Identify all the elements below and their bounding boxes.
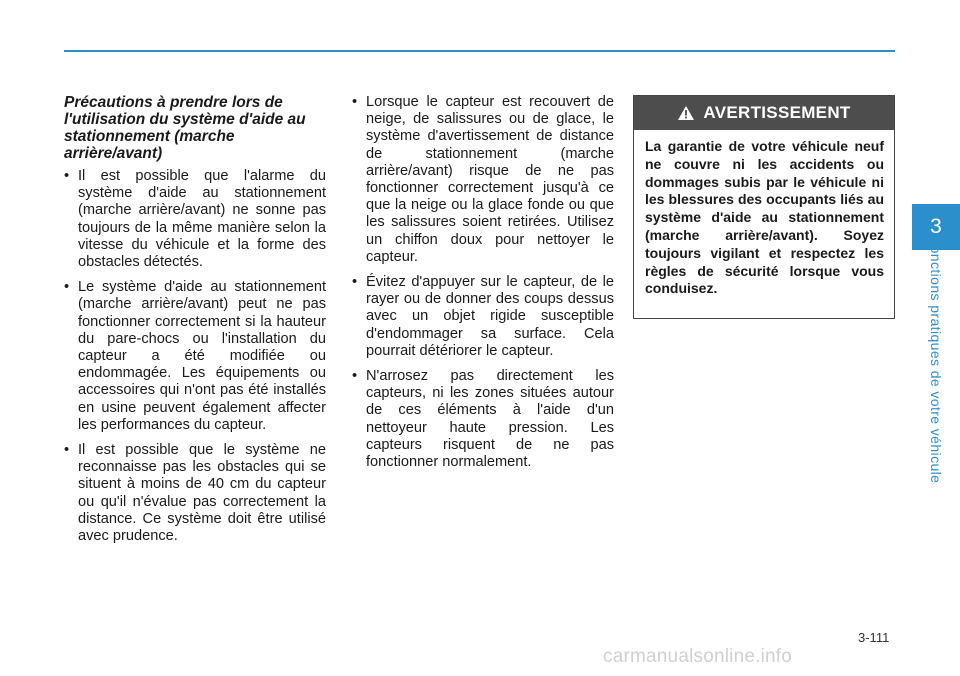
warning-text: La garantie de votre véhicule neuf ne couvre ni les accidents ou dommages subis par le véhicule ni les blessures des occupants liés au système d'aide au stationnement (marche arrière/avant). Soyez toujours vigilant et respectez les règles de sécurité lorsque vous conduisez. [645, 138, 884, 297]
chapter-number: 3 [930, 215, 942, 238]
top-rule [64, 50, 895, 52]
warning-box [633, 95, 895, 319]
warning-triangle-icon [677, 105, 695, 121]
page-number: 3-111 [858, 630, 890, 645]
watermark[interactable]: carmanualsonline.info [603, 646, 793, 667]
list-item: • Évitez d'appuyer sur le capteur, de le rayer ou de donner des coups dessus avec un objet rigide susceptible d'endommager sa surface. Cela pourrait détériorer le capteur. [352, 274, 614, 360]
left-column [64, 94, 326, 553]
list-item: • Le système d'aide au stationnement (marche arrière/avant) peut ne pas fonctionner correctement si la hauteur du pare-chocs ou l'installation du capteur a été modifiée ou endommagée. Les équipements ou accessoires qui n'ont pas été installés en usine peuvent également affecter les performances du capteur. [64, 279, 326, 434]
middle-bullet-list [352, 94, 614, 471]
warning-title: AVERTISSEMENT [703, 103, 851, 122]
left-bullet-list [64, 168, 326, 545]
list-item: • Il est possible que le système ne reconnaisse pas les obstacles qui se situent à moins de 40 cm du capteur ou qu'il n'évalue pas correctement la distance. Ce système doit être utilisé avec prudence. [64, 442, 326, 545]
warning-header [634, 96, 894, 130]
middle-column [352, 94, 614, 479]
chapter-title: Fonctions pratiques de votre véhicule [928, 236, 944, 484]
list-item: • Lorsque le capteur est recouvert de neige, de salissures ou de glace, le système d'avertissement de distance de stationnement (marche arrière/avant) risque de ne pas fonctionner correctement jusqu'à ce que la neige ou la glace fonde ou que les salissures soient retirées. Utilisez un chiffon doux pour nettoyer le capteur. [352, 94, 614, 266]
list-item: • N'arrosez pas directement les capteurs, ni les zones situées autour de ces éléments à l'aide d'un nettoyeur haute pression. Les capteurs risquent de ne pas fonctionner normalement. [352, 368, 614, 471]
section-title: Précautions à prendre lors de l'utilisation du système d'aide au stationnement (marche arrière/avant) [64, 94, 306, 162]
list-item: • Il est possible que l'alarme du système d'aide au stationnement (marche arrière/avant) ne sonne pas toujours de la même manière selon la vitesse du véhicule et la forme des obstacles détectés. [64, 168, 326, 271]
